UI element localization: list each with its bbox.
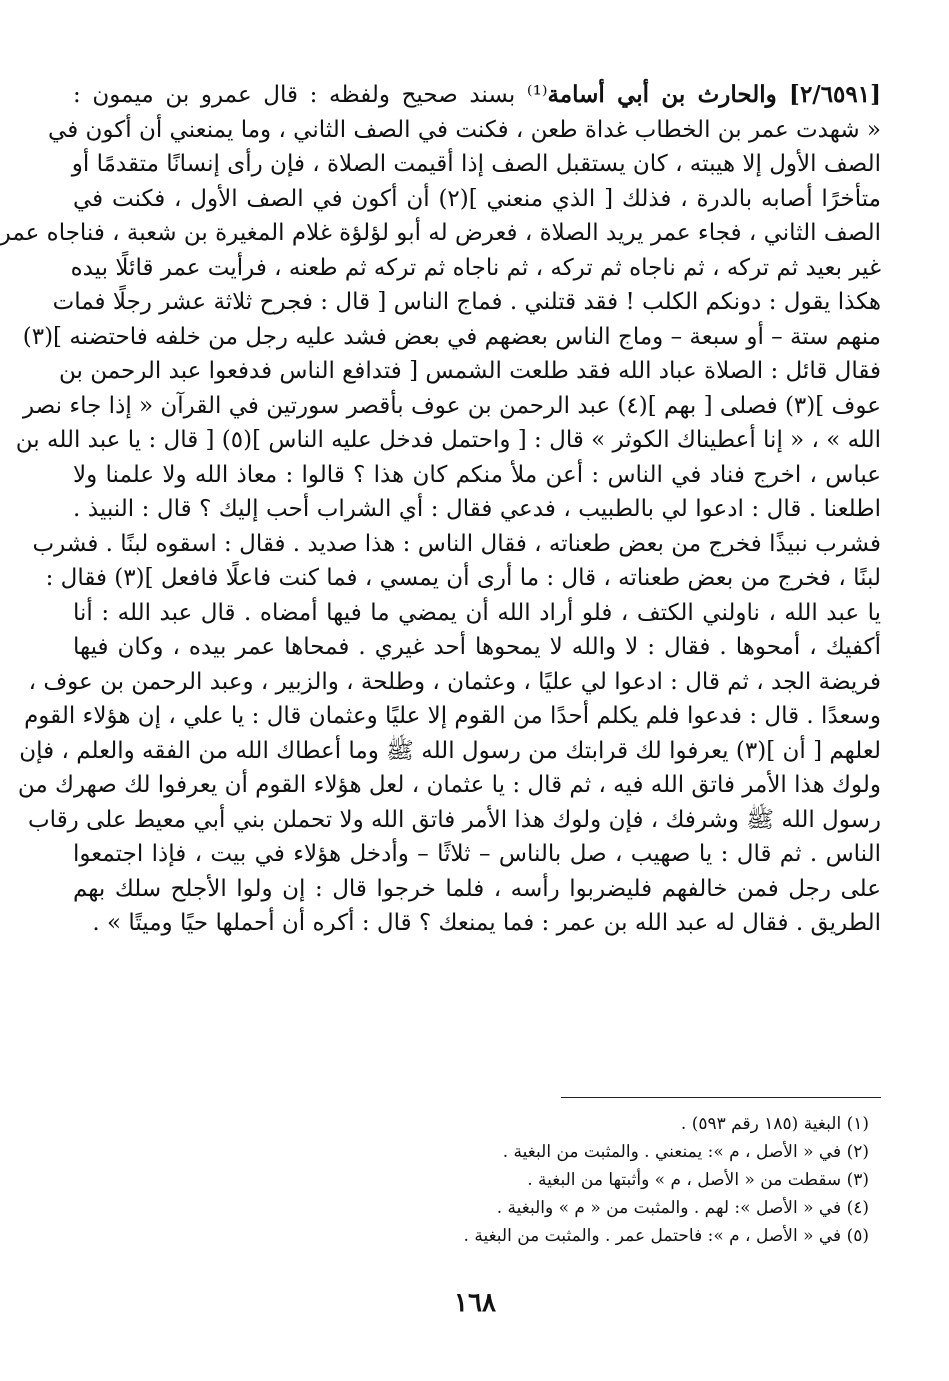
text-line: الناس . ثم قال : يا صهيب ، صل بالناس – ثلاثًا – وأدخل هؤلاء في بيت ، فإذا اجتمعوا [73,841,881,867]
footnotes [309,1110,869,1250]
book-page [1,0,949,1381]
text-line: لعلهم [ أن ](٣) يعرفوا لك قرابتك من رسول الله ﷺ وما أعطاك الله من الفقه والعلم ، فإن [19,737,881,764]
text-line: فريضة الجد ، ثم قال : ادعوا لي عليًا ، وعثمان ، وطلحة ، والزبير ، وعبد الرحمن بن عوف ، [28,668,881,695]
hadith-heading: [٢/٦٥٩١] والحارث بن أبي أسامة [547,81,881,108]
page-number: ١٦٨ [454,1288,496,1318]
text-line: اطلعنا . قال : ادعوا لي بالطبيب ، فدعي فقال : أي الشراب أحب إليك ؟ قال : النبيذ . [73,496,881,522]
text-line: هكذا يقول : دونكم الكلب ! فقد قتلني . فماج الناس [ قال : فجرح ثلاثة عشر رجلًا فمات [52,289,881,315]
text-line: غير بعيد ثم تركه ، ثم ناجاه ثم تركه ، ثم ناجاه ثم تركه ثم طعنه ، فرأيت عمر قائلًا بيده [70,254,881,281]
footnote: (٤) في « الأصل »: لهم . والمثبت من « م » والبغية . [496,1198,869,1218]
text-line: يا عبد الله ، ناولني الكتف ، فلو أراد الله أن يمضي ما فيها أمضاه . قال عبد الله : أنا [73,599,881,626]
text-line: على رجل فمن خالفهم فليضربوا رأسه ، فلما خرجوا قال : إن ولوا الأجلح سلك بهم [73,875,881,902]
text-line: عباس ، اخرج فناد في الناس : أعن ملأ منكم كان هذا ؟ قالوا : معاذ الله ولا علمنا ولا [73,461,881,488]
text-line: فشرب نبيذًا فخرج من بعض طعناته ، فقال الناس : هذا صديد . فقال : اسقوه لبنًا . فشرب [32,530,881,557]
text-line: منهم ستة – أو سبعة – وماج الناس بعضهم في بعض فشد عليه رجل من خلفه فاحتضنه ](٣) [22,323,881,350]
text-line: الطريق . فقال له عبد الله بن عمر : فما يمنعك ؟ قال : أكره أن أحملها حيًا وميتًا » . [92,910,881,936]
text-line: [٢/٦٥٩١] والحارث بن أبي أسامة⁽¹⁾ بسند صحيح ولفظه : قال عمرو بن ميمون : [73,81,881,108]
main-text [0,78,881,941]
text-line: ولوك هذا الأمر فاتق الله فيه ، ثم قال : يا عثمان ، لعل هؤلاء القوم أن يعرفوا لك صهرك من [17,772,881,798]
text-line: الصف الأول إلا هيبته ، كان يستقبل الصف إذا أقيمت الصلاة ، فإن رأى إنسانًا متقدمًا أو [71,151,881,177]
line-text: بسند صحيح ولفظه : قال عمرو بن ميمون : [73,82,516,108]
text-line: عوف ](٣) فصلى [ بهم ](٤) عبد الرحمن بن عوف بأقصر سورتين في القرآن « إذا جاء نصر [22,392,881,419]
text-line: وسعدًا . قال : فدعوا فلم يكلم أحدًا من القوم إلا عليًا وعثمان قال : يا علي ، إن هؤلاء القوم [24,703,881,729]
text-line: أكفيك ، أمحوها . فقال : لا والله لا يمحوها أحد غيري . فمحاها عمر بيده ، وكان فيها [73,634,881,660]
footnote: (١) البغية (١٨٥ رقم ٥٩٣) . [680,1114,869,1134]
text-line: متأخرًا أصابه بالدرة ، فذلك [ الذي منعني ](٢) أن أكون في الصف الأول ، فكنت في [73,185,881,212]
footnote-divider [561,1097,881,1098]
text-line: الصف الثاني ، فجاء عمر يريد الصلاة ، فعرض له أبو لؤلؤة غلام المغيرة بن شعبة ، فناجاه عمر [0,220,881,246]
text-line: « شهدت عمر بن الخطاب غداة طعن ، فكنت في الصف الثاني ، وما يمنعني أن أكون في [48,116,881,143]
footnote: (٢) في « الأصل ، م »: يمنعني . والمثبت من البغية . [502,1142,869,1162]
footnote: (٣) سقطت من « الأصل ، م » وأثبتها من البغية . [527,1170,869,1190]
footnote: (٥) في « الأصل ، م »: فاحتمل عمر . والمثبت من البغية . [463,1226,869,1246]
text-line: رسول الله ﷺ وشرفك ، فإن ولوك هذا الأمر فاتق الله ولا تحملن بني أبي معيط على رقاب [28,806,881,833]
text-line: لبنًا ، فخرج من بعض طعناته ، قال : ما أرى أن يمسي ، فما كنت فاعلًا فافعل ](٣) فقال : [45,565,881,591]
text-line: الله » ، « إنا أعطيناك الكوثر » قال : [ واحتمل فدخل عليه الناس ](٥) [ قال : يا عبد الله بن [15,427,881,453]
text-line: فقال قائل : الصلاة عباد الله فقد طلعت الشمس [ فتدافع الناس فدفعوا عبد الرحمن بن [58,358,881,384]
